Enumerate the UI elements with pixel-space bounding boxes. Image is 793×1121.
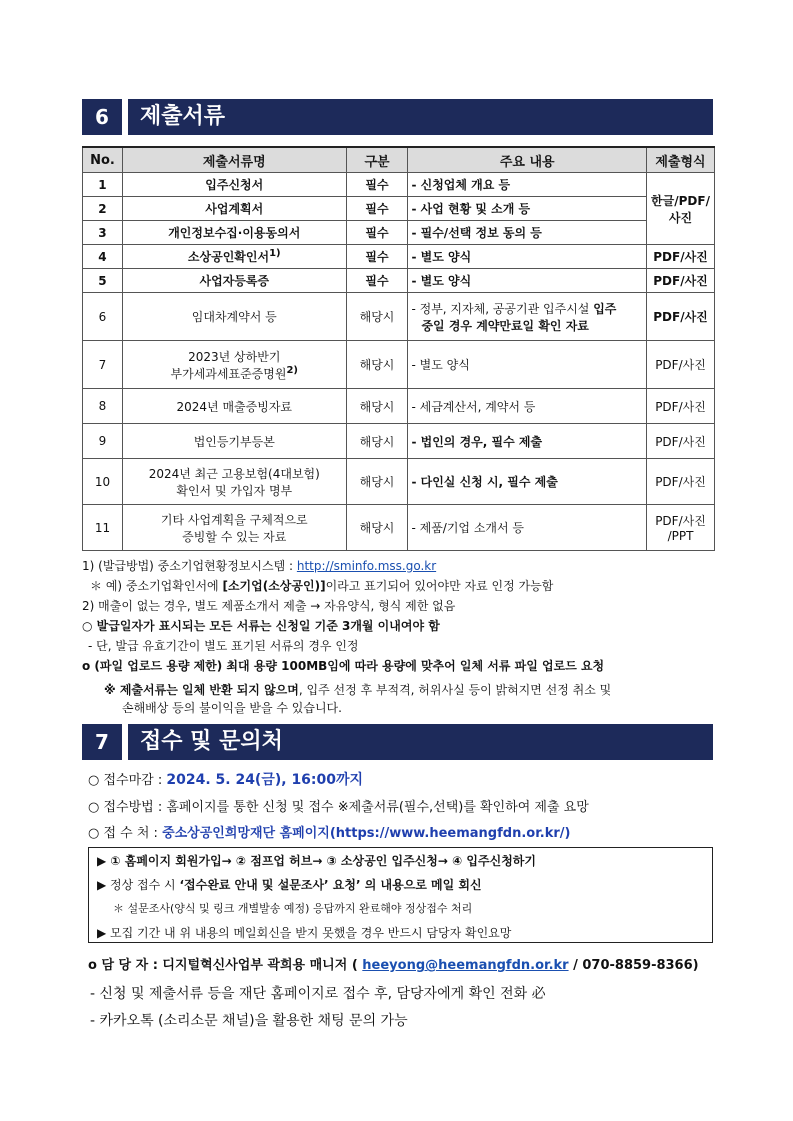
note-no-return-cont: 손해배상 등의 불이익을 받을 수 있습니다. [122,701,342,715]
col-header: 주요 내용 [408,147,647,173]
cell-content: - 다인실 신청 시, 필수 제출 [408,459,647,505]
sminfo-link[interactable]: http://sminfo.mss.go.kr [296,559,437,573]
cell-type: 해당시 [346,293,408,341]
footnote-ref: 2) [286,364,298,376]
cell-content: - 사업 현황 및 소개 등 [408,197,647,221]
cell-format: PDF/사진 [647,459,715,505]
cell-name: 개인정보수집·이용동의서 [122,221,346,245]
cell-no: 9 [83,424,123,459]
name-text: 기타 사업계획을 구체적으로 [160,512,308,527]
format-line: /PPT [667,529,694,543]
cell-name: 사업자등록증 [122,269,346,293]
cell-type: 해당시 [346,389,408,424]
deadline-value: 2024. 5. 24(금), 16:00까지 [166,772,364,788]
table-row [83,269,715,293]
content-text: - 정부, 지자체, 공공기관 입주시설 [411,301,594,316]
name-text: 확인서 및 가입자 명부 [176,483,293,498]
cell-format [647,505,715,551]
note-text: 이라고 표기되어 있어야만 자료 인정 가능함 [325,579,554,593]
cell-format: PDF/사진 [647,389,715,424]
label-text: ○ 접수마감 : [88,773,167,788]
cell-no: 6 [83,293,123,341]
cell-name: 임대차계약서 등 [122,293,346,341]
procedure-steps: ▶ ① 홈페이지 회원가입→ ② 점프업 허브→ ③ 소상공인 입주신청→ ④ 입주신청하기 [97,854,536,868]
method-line: ○ 접수방법 : 홈페이지를 통한 신청 및 접수 ※제출서류(필수,선택)를 확인하여 제출 요망 [88,800,589,815]
cell-content: - 세금계산서, 계약서 등 [408,389,647,424]
note-issue-date: ○ 발급일자가 표시되는 모든 서류는 신청일 기준 3개월 이내여야 함 [82,619,440,633]
cell-format: PDF/사진 [647,245,715,269]
cell-content: - 제품/기업 소개서 등 [408,505,647,551]
content-text: 중일 경우 계약만료일 확인 자료 [421,318,589,333]
phone-confirm-line: - 신청 및 제출서류 등을 재단 홈페이지로 접수 후, 담당자에게 확인 전화 必 [90,986,546,1002]
table-header-row [83,147,715,173]
col-header: 제출형식 [647,147,715,173]
cell-no: 1 [83,173,123,197]
cell-name: 법인등기부등본 [122,424,346,459]
cell-type: 필수 [346,197,408,221]
documents-table [82,146,715,551]
manager-text: o 담 당 자 : 디지털혁신사업부 곽희용 매니저 ( [88,958,363,973]
note-text: 1) (발급방법) 중소기업현황정보시스템 : [82,559,297,573]
footnote-2: 2) 매출이 없는 경우, 별도 제품소개서 제출 → 자유양식, 형식 제한 없음 [82,599,456,613]
cell-type: 해당시 [346,505,408,551]
section-number: 6 [82,99,122,135]
cell-content: - 신청업체 개요 등 [408,173,647,197]
cell-format: PDF/사진 [647,293,715,341]
cell-name [122,459,346,505]
content-text: 입주 [593,301,617,316]
box-text: ▶ 정상 접수 시 [97,878,180,892]
format-line: 사진 [668,210,693,225]
note-no-return [104,681,744,698]
cell-format: PDF/사진 [647,341,715,389]
deadline-line [88,769,728,789]
manager-line [88,954,728,973]
section-7-header [82,724,713,760]
col-header: 구분 [346,147,408,173]
section-title: 접수 및 문의처 [128,724,713,760]
table-row [83,245,715,269]
note-upload-limit: o (파일 업로드 용량 제한) 최대 용량 100MB임에 따라 용량에 맞추어 일체 서류 파일 업로드 요청 [82,659,605,673]
col-header: No. [83,147,123,173]
cell-content [408,293,647,341]
cell-format-merged [647,173,715,245]
cell-type: 필수 [346,269,408,293]
survey-note: ＊ 설문조사(양식 및 링크 개별발송 예정) 응답까지 완료해야 정상접수 처리 [113,902,473,915]
name-text: 소상공인확인서 [187,250,270,264]
table-row [83,424,715,459]
procedure-box [88,847,713,943]
col-header: 제출서류명 [122,147,346,173]
name-text: 2024년 최근 고용보험(4대보험) [148,466,320,481]
cell-no: 11 [83,505,123,551]
cell-type: 필수 [346,173,408,197]
cell-format: PDF/사진 [647,269,715,293]
table-row [83,341,715,389]
cell-no: 10 [83,459,123,505]
label-text: ○ 접 수 처 : [88,826,163,841]
manager-email-link[interactable]: heeyong@heemangfdn.or.kr [362,958,569,973]
format-line: 한글/PDF/ [651,193,710,208]
table-row [83,293,715,341]
cell-type: 필수 [346,221,408,245]
table-row [83,459,715,505]
cell-content: - 필수/선택 정보 동의 등 [408,221,647,245]
name-text: 증빙할 수 있는 자료 [182,529,287,544]
section-6-header [82,99,713,135]
table-row [83,173,715,197]
note-text: ＊ 예) 중소기업확인서에 [90,579,223,593]
table-row [83,221,715,245]
manager-text: / 070-8859-8366) [568,958,699,973]
cell-content: - 별도 양식 [408,341,647,389]
note-text: , 입주 선정 후 부적격, 허위사실 등이 밝혀지면 선정 취소 및 [298,683,612,697]
cell-name: 2024년 매출증빙자료 [122,389,346,424]
procedure-reply [97,876,482,893]
cell-type: 해당시 [346,424,408,459]
section-title: 제출서류 [128,99,713,135]
cell-no: 3 [83,221,123,245]
table-row [83,505,715,551]
cell-no: 7 [83,341,123,389]
cell-content: - 별도 양식 [408,245,647,269]
cell-no: 8 [83,389,123,424]
cell-name: 사업계획서 [122,197,346,221]
note-text: [소기업(소상공인)] [222,579,326,593]
footnote-1-example [90,577,730,594]
cell-no: 5 [83,269,123,293]
cell-content: - 별도 양식 [408,269,647,293]
section-number: 7 [82,724,122,760]
table-row [83,197,715,221]
cell-no: 2 [83,197,123,221]
cell-format: PDF/사진 [647,424,715,459]
footnote-ref: 1) [269,248,281,259]
name-text: 부가세과세표준증명원 [170,366,287,381]
cell-name [122,505,346,551]
box-text: ‘접수완료 안내 및 설문조사’ 요청’ 의 내용으로 메일 회신 [179,878,482,892]
cell-type: 해당시 [346,459,408,505]
homepage-link[interactable]: 중소상공인희망재단 홈페이지(https://www.heemangfdn.or.kr/) [162,826,571,841]
format-line: PDF/사진 [655,514,706,528]
cell-name [122,341,346,389]
kakao-line: - 카카오톡 (소리소문 채널)을 활용한 채팅 문의 가능 [90,1013,408,1029]
note-validity: - 단, 발급 유효기간이 별도 표기된 서류의 경우 인정 [88,639,359,653]
cell-content: - 법인의 경우, 필수 제출 [408,424,647,459]
footnote-1 [82,557,722,574]
name-text: 2023년 상하반기 [188,349,281,364]
note-text: ※ 제출서류는 일체 반환 되지 않으며 [104,683,299,697]
confirm-note: ▶ 모집 기간 내 위 내용의 메일회신을 받지 못했을 경우 반드시 담당자 확인요망 [97,926,512,940]
cell-name: 입주신청서 [122,173,346,197]
place-line [88,822,728,841]
cell-type: 필수 [346,245,408,269]
table-row [83,389,715,424]
cell-name [122,245,346,269]
cell-no: 4 [83,245,123,269]
cell-type: 해당시 [346,341,408,389]
